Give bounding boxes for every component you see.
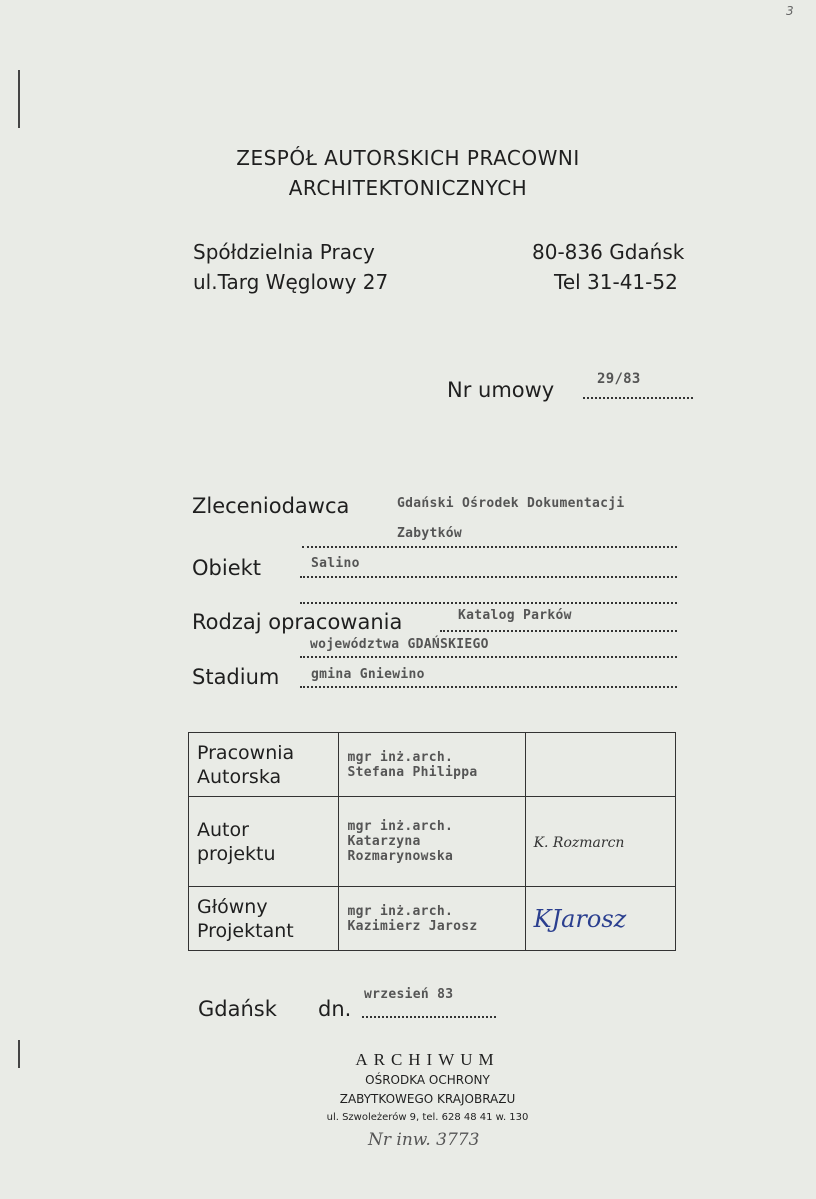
type-label: Rodzaj opracowania	[192, 610, 403, 634]
name-cell	[339, 887, 525, 951]
inventory-number: Nr inw. 3773	[368, 1130, 480, 1150]
role-line-2: projektu	[197, 842, 276, 865]
name-cell	[339, 733, 525, 797]
name-line-3: Rozmarynowska	[347, 849, 454, 864]
client-value-line-2: Zabytków	[397, 526, 463, 541]
name-cell	[339, 797, 525, 887]
name-line-2: Stefana Philippa	[347, 764, 478, 780]
type-value-line-2: województwa GDAŃSKIEGO	[310, 637, 489, 652]
role-line-1: Autor	[197, 818, 249, 841]
contract-dotted-line	[583, 397, 693, 399]
role-cell	[189, 733, 339, 797]
object-dotted-line-2	[300, 602, 677, 604]
object-value: Salino	[311, 556, 360, 571]
name-line-1: mgr inż.arch.	[347, 819, 454, 834]
signature-chief-designer: KJarosz	[533, 904, 627, 933]
role-line-1: Główny	[197, 895, 268, 918]
table-row	[189, 887, 676, 951]
corner-page-mark: 3	[786, 4, 794, 18]
header-line-2: ARCHITEKTONICZNYCH	[288, 176, 528, 200]
type-dotted-line	[440, 630, 677, 632]
contract-label: Nr umowy	[447, 378, 555, 402]
type-dotted-line-2	[300, 656, 677, 658]
name-line-2: Kazimierz Jarosz	[347, 918, 478, 934]
table-row	[189, 797, 676, 887]
stage-value: gmina Gniewino	[311, 667, 425, 682]
address-street: ul.Targ Węglowy 27	[193, 270, 389, 294]
date-label: dn.	[318, 997, 352, 1021]
client-value-line-1: Gdański Ośrodek Dokumentacji	[397, 496, 625, 511]
date-value: wrzesień 83	[364, 987, 454, 1002]
archive-line-2: ZABYTKOWEGO KRAJOBRAZU	[339, 1092, 516, 1106]
name-line-1: mgr inż.arch.	[347, 903, 454, 919]
stage-dotted-line	[300, 686, 677, 688]
signature-cell	[525, 887, 675, 951]
role-line-1: Pracownia	[197, 741, 295, 764]
header-line-1: ZESPÓŁ AUTORSKICH PRACOWNI	[236, 146, 580, 170]
address-phone: Tel 31-41-52	[554, 270, 678, 294]
signature-author: K. Rozmarcn	[533, 835, 625, 851]
role-line-2: Projektant	[197, 919, 294, 942]
address-postcode-city: 80-836 Gdańsk	[532, 240, 685, 264]
role-cell	[189, 887, 339, 951]
stage-label: Stadium	[192, 665, 280, 689]
object-label: Obiekt	[192, 556, 262, 580]
role-cell	[189, 797, 339, 887]
archive-line-1: OŚRODKA OCHRONY	[365, 1073, 490, 1087]
address-cooperative: Spółdzielnia Pracy	[193, 240, 375, 264]
role-line-2: Autorska	[197, 765, 282, 788]
client-dotted-line	[302, 546, 677, 548]
object-dotted-line	[300, 576, 677, 578]
client-label: Zleceniodawca	[192, 494, 350, 518]
contract-value: 29/83	[597, 371, 641, 387]
table-row	[189, 733, 676, 797]
type-value-line-1: Katalog Parków	[458, 608, 572, 623]
authors-table	[188, 732, 676, 951]
date-city: Gdańsk	[198, 997, 277, 1021]
date-dotted-line	[362, 1016, 496, 1018]
name-line-1: mgr inż.arch.	[347, 749, 454, 765]
archive-address: ul. Szwoleżerów 9, tel. 628 48 41 w. 130	[326, 1112, 529, 1123]
archive-title: ARCHIWUM	[355, 1050, 500, 1069]
name-line-2: Katarzyna	[347, 834, 421, 849]
signature-cell	[525, 797, 675, 887]
margin-mark	[18, 70, 20, 128]
signature-cell	[525, 733, 675, 797]
